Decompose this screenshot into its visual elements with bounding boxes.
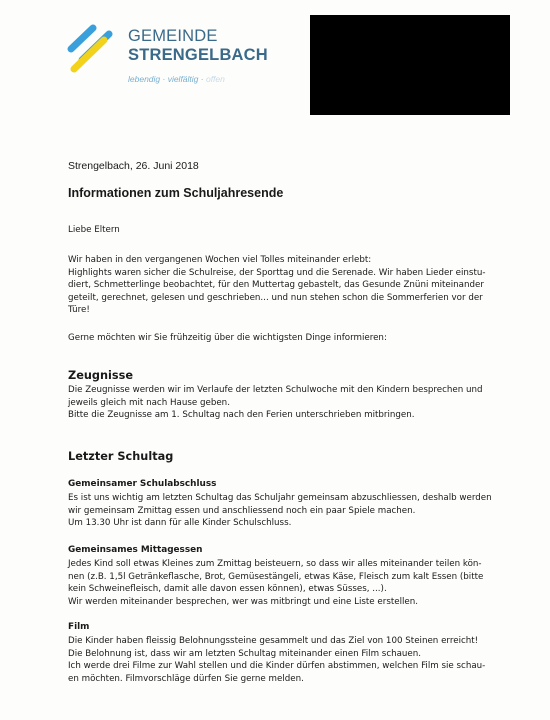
section-heading-zeugnisse: Zeugnisse [68,369,134,382]
film-line: Ich werde drei Filme zur Wahl stellen und die Kinder dürfen abstimmen, welchen Film sie schau- [68,661,486,672]
film-line: Die Belohnung ist, dass wir am letzten Schultag miteinander einen Film schauen. [68,648,422,659]
section-heading-letzter-schultag: Letzter Schultag [68,450,174,463]
film-line: Die Kinder haben fleissig Belohnungssteine gesammelt und das Ziel von 100 Steinen erreicht! [68,636,479,646]
salutation: Liebe Eltern [68,225,120,235]
intro-line: geteilt, gerechnet, gelesen und geschrieben... und nun stehen schon die Sommerferien vor der [68,292,483,303]
intro-line: Türe! [68,305,90,316]
intro-closing: Gerne möchten wir Sie frühzeitig über die wichtigsten Dinge informieren: [68,333,387,343]
letter-date: Strengelbach, 26. Juni 2018 [68,160,199,172]
tagline-main: lebendig · vielfältig · [128,74,206,84]
municipality-logo [62,22,122,74]
zeugnisse-line: Die Zeugnisse werden wir im Verlaufe der letzten Schulwoche mit den Kindern besprechen und [68,385,483,395]
letter-title: Informationen zum Schuljahresende [68,186,284,200]
zeugnisse-paragraph [68,384,506,422]
schulabschluss-line: Es ist uns wichtig am letzten Schultag das Schuljahr gemeinsam abzuschliessen, deshalb werden [68,493,492,503]
zeugnisse-line: jeweils gleich mit nach Hause geben. [68,397,230,408]
redaction-block [310,15,510,115]
mittagessen-line: Wir werden miteinander besprechen, wer was mitbringt und eine Liste erstellen. [68,596,419,607]
intro-line: Wir haben in den vergangenen Wochen viel Tolles miteinander erlebt: [68,255,372,265]
mittagessen-paragraph [68,558,506,608]
tagline-faint: offen [205,74,225,84]
schulabschluss-line: wir gemeinsam Zmittag essen und anschliessend noch ein paar Spiele machen. [68,505,416,516]
film-paragraph [68,635,506,685]
schulabschluss-line: Um 13.30 Uhr ist dann für alle Kinder Schulschluss. [68,518,292,529]
intro-line: Highlights waren sicher die Schulreise, der Sporttag und die Serenade. Wir haben Lieder einstu- [68,267,486,278]
zeugnisse-line: Bitte die Zeugnisse am 1. Schultag nach den Ferien unterschrieben mitbringen. [68,410,415,421]
org-name-line1: GEMEINDE [128,27,218,45]
intro-line: diert, Schmetterlinge beobachtet, für den Muttertag gebastelt, das Gesunde Znüni miteinander [68,280,484,291]
org-name-line2: STRENGELBACH [128,46,268,64]
film-line: en möchten. Filmvorschläge dürfen Sie gerne melden. [68,673,304,684]
mittagessen-line: kein Schweinefleisch, damit alle davon essen können), etwas Süsses, ...). [68,584,387,595]
subsection-heading-schulabschluss: Gemeinsamer Schulabschluss [68,479,217,489]
intro-paragraph [68,254,506,317]
mittagessen-line: nen (z.B. 1,5l Getränkeflasche, Brot, Gemüsestängeli, etwas Käse, Fleisch zum kalt Essen (bitte [68,571,484,582]
mittagessen-line: Jedes Kind soll etwas Kleines zum Zmittag beisteuern, so dass wir alles miteinander teilen kön- [68,559,482,569]
subsection-heading-film: Film [68,622,90,632]
subsection-heading-mittagessen: Gemeinsames Mittagessen [68,545,203,555]
org-tagline [128,74,225,84]
schulabschluss-paragraph [68,492,506,530]
